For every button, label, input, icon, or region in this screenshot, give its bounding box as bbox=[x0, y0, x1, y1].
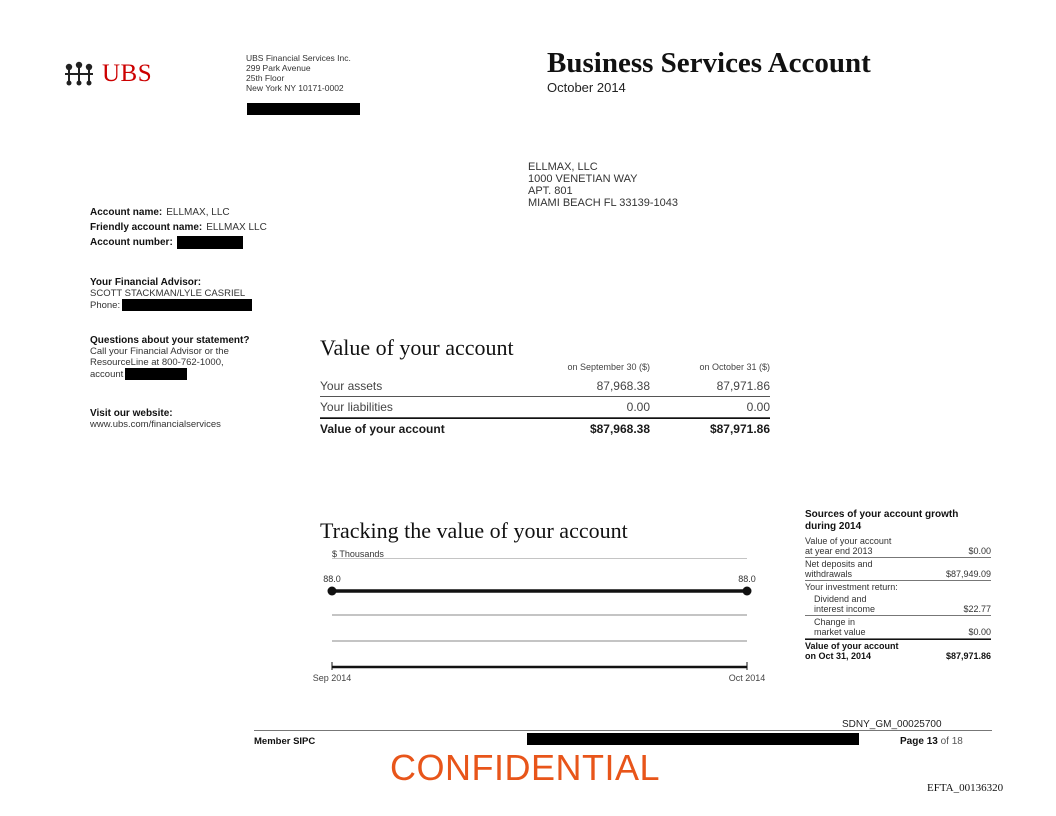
sources-row bbox=[805, 558, 991, 581]
bates-number: SDNY_GM_00025700 bbox=[842, 719, 942, 730]
confidential-stamp: CONFIDENTIAL bbox=[390, 747, 661, 788]
questions-line: ResourceLine at 800-762-1000, bbox=[90, 357, 224, 368]
row-label: Your assets bbox=[320, 379, 383, 393]
tracking-chart bbox=[310, 558, 780, 688]
col-header-oct: on October 31 ($) bbox=[699, 362, 770, 372]
firm-address bbox=[246, 53, 351, 93]
sources-label: at year end 2013 bbox=[805, 546, 873, 556]
website-url[interactable]: www.ubs.com/financialservices bbox=[90, 419, 221, 430]
account-info bbox=[90, 205, 267, 250]
firm-address-line: UBS Financial Services Inc. bbox=[246, 53, 351, 63]
questions-heading: Questions about your statement? bbox=[90, 335, 250, 346]
total-sep: $87,968.38 bbox=[589, 422, 650, 436]
total-label: Value of your account bbox=[320, 422, 445, 436]
sources-label: market value bbox=[814, 627, 866, 637]
row-value-sep: 87,968.38 bbox=[596, 379, 650, 393]
sources-table bbox=[805, 510, 991, 662]
sources-total-value: $87,971.86 bbox=[945, 651, 991, 661]
financial-advisor bbox=[90, 277, 252, 311]
ubs-keys-icon bbox=[62, 60, 96, 88]
client-address bbox=[528, 161, 678, 209]
sources-label: withdrawals bbox=[805, 569, 853, 579]
sources-value: $87,949.09 bbox=[945, 569, 991, 579]
firm-address-line: New York NY 10171-0002 bbox=[246, 83, 344, 93]
page-number bbox=[900, 736, 963, 747]
chart-point bbox=[743, 587, 752, 596]
tracking-heading: Tracking the value of your account bbox=[320, 518, 628, 543]
sources-total-label: on Oct 31, 2014 bbox=[805, 651, 872, 661]
redaction-bar bbox=[177, 236, 243, 249]
redaction-bar bbox=[122, 299, 252, 311]
chart-data-label: 88.0 bbox=[738, 574, 756, 584]
table-row bbox=[320, 397, 770, 418]
client-address-line: 1000 VENETIAN WAY bbox=[528, 173, 638, 185]
sources-value: $22.77 bbox=[963, 604, 991, 614]
chart-unit-label: $ Thousands bbox=[332, 549, 384, 559]
firm-address-line: 25th Floor bbox=[246, 73, 285, 83]
sources-heading: during 2014 bbox=[805, 521, 862, 532]
sources-label: Net deposits and bbox=[805, 559, 873, 569]
client-address-line: MIAMI BEACH FL 33139-1043 bbox=[528, 197, 678, 209]
row-value-sep: 0.00 bbox=[626, 400, 650, 414]
chart-data-label: 88.0 bbox=[323, 574, 341, 584]
row-value-oct: 87,971.86 bbox=[716, 379, 770, 393]
page-current: 13 bbox=[926, 736, 938, 747]
statement-period: October 2014 bbox=[547, 80, 626, 95]
sources-value: $0.00 bbox=[968, 627, 991, 637]
friendly-name-value: ELLMAX LLC bbox=[206, 222, 267, 233]
sources-label: Change in bbox=[814, 617, 856, 627]
value-table bbox=[320, 362, 770, 439]
phone-label: Phone: bbox=[90, 299, 121, 311]
sources-row bbox=[805, 616, 991, 639]
sources-value: $0.00 bbox=[968, 546, 991, 556]
sources-row bbox=[805, 593, 991, 616]
firm-address-line: 299 Park Avenue bbox=[246, 63, 311, 73]
sources-label: Your investment return: bbox=[805, 582, 898, 592]
chart-tick-label: Sep 2014 bbox=[312, 673, 352, 683]
client-address-line: APT. 801 bbox=[528, 185, 573, 197]
advisor-name: SCOTT STACKMAN/LYLE CASRIEL bbox=[90, 288, 246, 299]
page-word: Page bbox=[900, 736, 924, 747]
page-title: Business Services Account bbox=[547, 47, 871, 79]
redaction-bar bbox=[527, 733, 859, 745]
table-row bbox=[320, 376, 770, 397]
sources-heading: Sources of your account growth bbox=[805, 509, 959, 520]
account-number-label: Account number: bbox=[90, 237, 173, 248]
total-oct: $87,971.86 bbox=[709, 422, 770, 436]
sources-total-row bbox=[805, 639, 991, 662]
sources-label: Value of your account bbox=[805, 536, 892, 546]
friendly-name-label: Friendly account name: bbox=[90, 222, 203, 233]
sources-row bbox=[805, 581, 991, 593]
advisor-heading: Your Financial Advisor: bbox=[90, 277, 202, 288]
questions-block bbox=[90, 335, 249, 380]
value-heading: Value of your account bbox=[320, 335, 514, 360]
sources-label: Dividend and bbox=[814, 594, 867, 604]
row-label: Your liabilities bbox=[320, 400, 393, 414]
website-block bbox=[90, 408, 221, 430]
table-total-row bbox=[320, 418, 770, 439]
sources-total-label: Value of your account bbox=[805, 641, 899, 651]
member-sipc: Member SIPC bbox=[254, 736, 316, 747]
ubs-logo-text: UBS bbox=[102, 60, 153, 87]
client-address-line: ELLMAX, LLC bbox=[528, 161, 598, 173]
account-name-label: Account name: bbox=[90, 207, 163, 218]
col-header-sep: on September 30 ($) bbox=[567, 362, 650, 372]
page-total: of 18 bbox=[940, 736, 963, 747]
sources-label: interest income bbox=[814, 604, 876, 614]
questions-line: Call your Financial Advisor or the bbox=[90, 346, 229, 357]
chart-tick-label: Oct 2014 bbox=[728, 673, 766, 683]
redaction-bar bbox=[125, 368, 187, 380]
chart-point bbox=[328, 587, 337, 596]
ubs-logo bbox=[62, 60, 152, 88]
account-name-value: ELLMAX, LLC bbox=[166, 207, 230, 218]
redaction-bar bbox=[247, 103, 360, 115]
sources-row bbox=[805, 535, 991, 558]
efta-id: EFTA_00136320 bbox=[927, 782, 1004, 794]
website-heading: Visit our website: bbox=[90, 408, 173, 419]
questions-line: account bbox=[90, 368, 124, 380]
footer-divider bbox=[254, 730, 992, 731]
row-value-oct: 0.00 bbox=[746, 400, 770, 414]
